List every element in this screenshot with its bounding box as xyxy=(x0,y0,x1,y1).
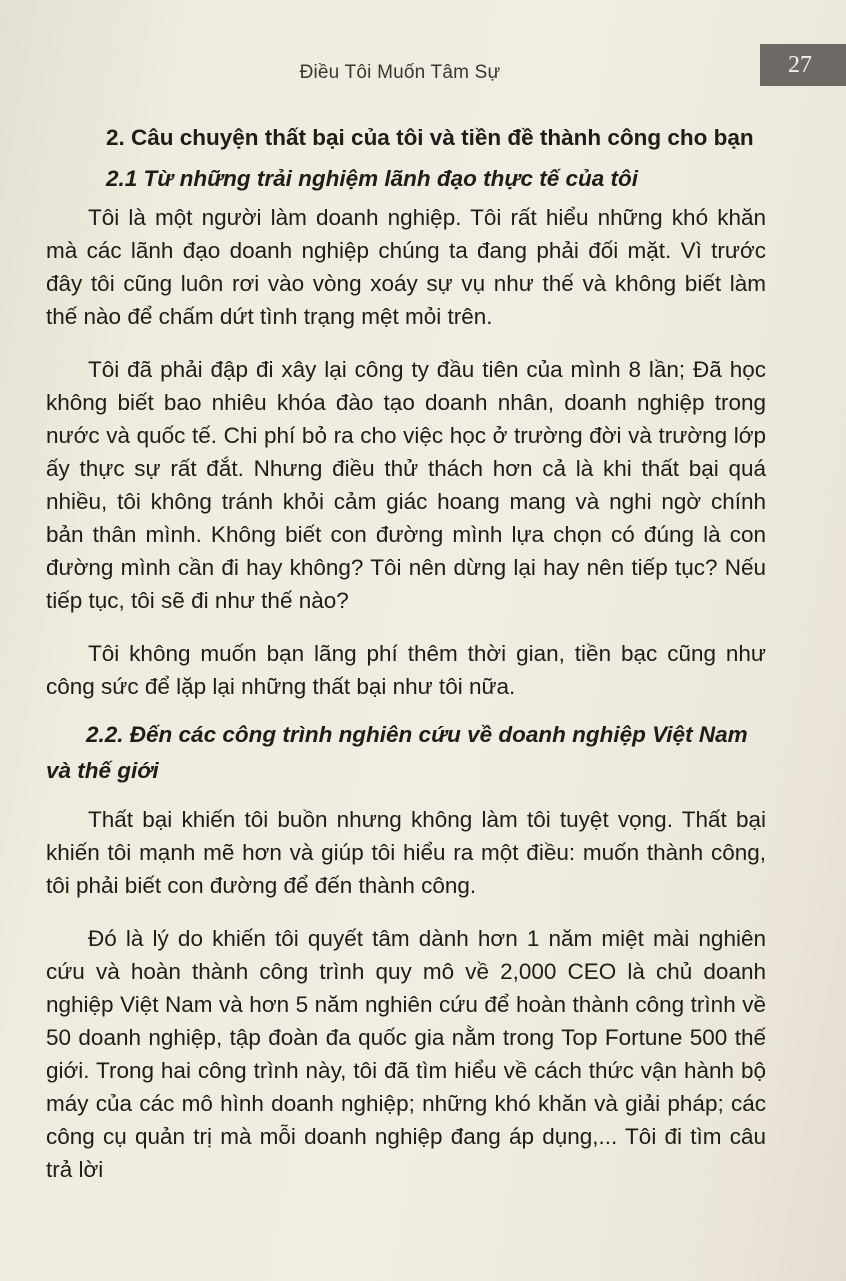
running-header: Điều Tôi Muốn Tâm Sự xyxy=(299,62,501,83)
paragraph: Đó là lý do khiến tôi quyết tâm dành hơn 1 năm miệt mài nghiên cứu và hoàn thành công trình quy mô về 2,000 CEO là chủ doanh nghiệp Việt Nam và hơn 5 năm nghiên cứu để hoàn thành công trình về 50 doanh nghiệp, tập đoàn đa quốc gia nằm trong Top Fortune 500 thế giới. Trong hai công trình này, tôi đã tìm hiểu về cách thức vận hành bộ máy của các mô hình doanh nghiệp; những khó khăn và giải pháp; các công cụ quản trị mà mỗi doanh nghiệp đang áp dụng,... Tôi đi tìm câu trả lời xyxy=(46,926,766,1182)
paragraph: Tôi đã phải đập đi xây lại công ty đầu tiên của mình 8 lần; Đã học không biết bao nhiêu khóa đào tạo doanh nhân, doanh nghiệp trong nước và quốc tế. Chi phí bỏ ra cho việc học ở trường đời và trường lớp ấy thực sự rất đắt. Nhưng điều thử thách hơn cả là khi thất bại quá nhiều, tôi không tránh khỏi cảm giác hoang mang và nghi ngờ chính bản thân mình. Không biết con đường mình lựa chọn có đúng là con đường mình cần đi hay không? Tôi nên dừng lại hay nên tiếp tục? Nếu tiếp tục, tôi sẽ đi như thế nào? xyxy=(46,357,766,613)
subsection-title-2-2: 2.2. Đến các công trình nghiên cứu về doanh nghiệp Việt Nam và thế giới xyxy=(46,722,748,783)
page-number: 27 xyxy=(788,52,812,78)
section-title: 2. Câu chuyện thất bại của tôi và tiền đề thành công cho bạn xyxy=(106,125,754,150)
paragraph: Tôi là một người làm doanh nghiệp. Tôi rất hiểu những khó khăn mà các lãnh đạo doanh nghiệp chúng ta đang phải đối mặt. Vì trước đây tôi cũng luôn rơi vào vòng xoáy sự vụ như thế và không biết làm thế nào để chấm dứt tình trạng mệt mỏi trên. xyxy=(46,205,766,329)
paragraph: Thất bại khiến tôi buồn nhưng không làm tôi tuyệt vọng. Thất bại khiến tôi mạnh mẽ hơn và giúp tôi hiểu ra một điều: muốn thành công, tôi phải biết con đường để đến thành công. xyxy=(46,807,766,898)
subsection-title-2-1: 2.1 Từ những trải nghiệm lãnh đạo thực tế của tôi xyxy=(106,166,638,191)
page-body xyxy=(46,118,766,1186)
paragraph: Tôi không muốn bạn lãng phí thêm thời gian, tiền bạc cũng như công sức để lặp lại những thất bại như tôi nữa. xyxy=(46,641,766,699)
